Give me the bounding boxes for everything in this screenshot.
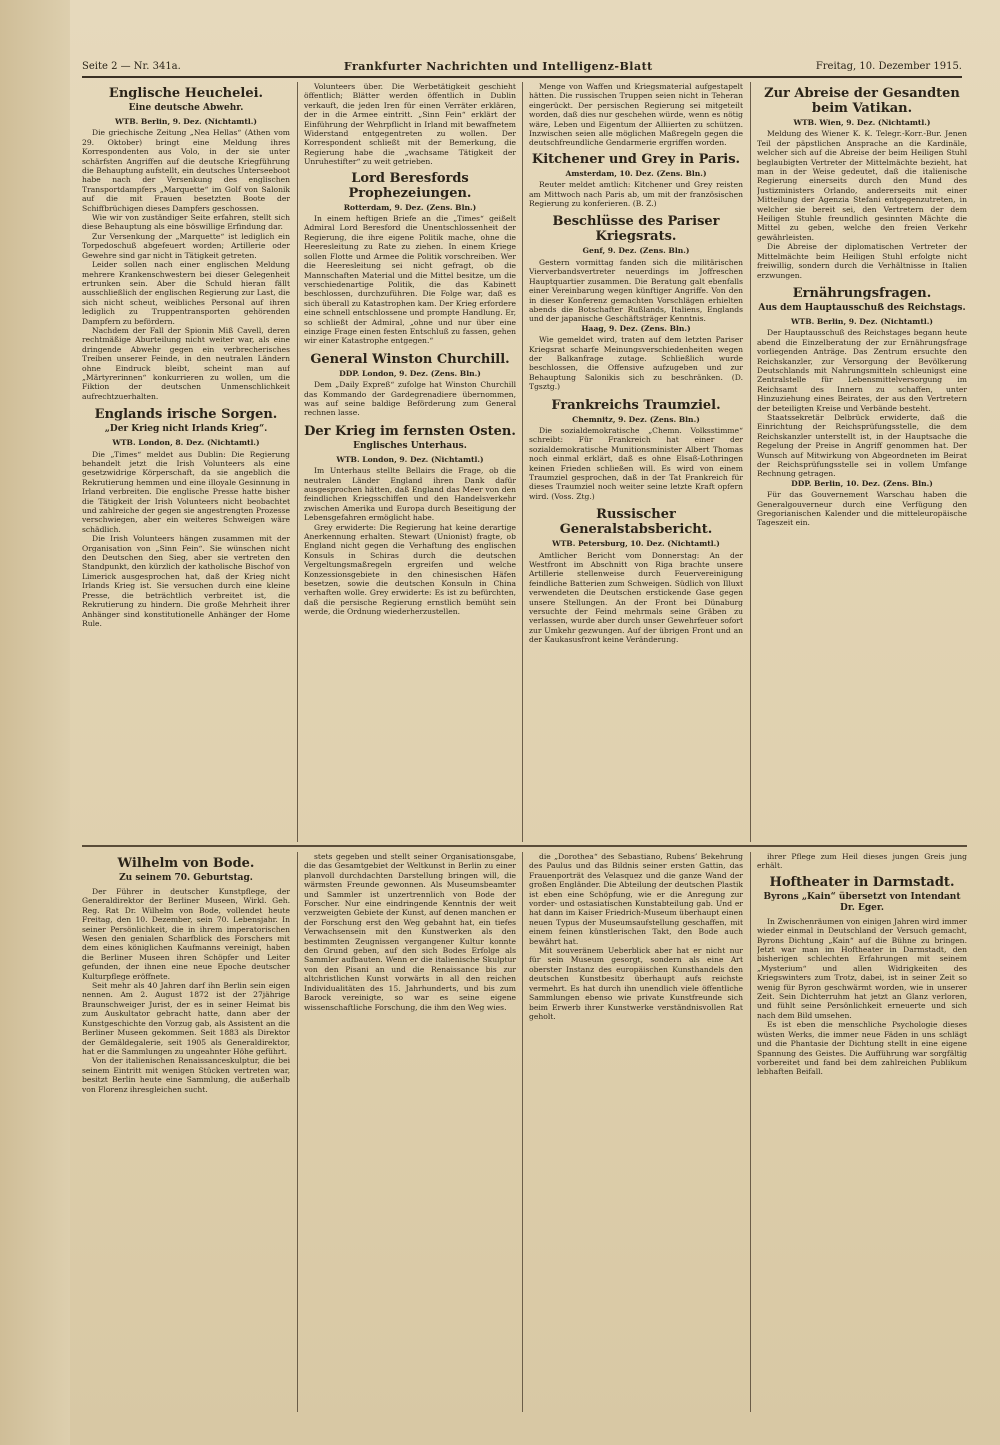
subheadline: „Der Krieg nicht Irlands Krieg“. xyxy=(104,424,268,435)
paragraph: Wie gemeldet wird, traten auf dem letzten Pariser Kriegsrat scharfe Meinungsverschiedenheiten wegen der Balkanfrage zutage. Schließlich wurde beschlossen, die Offensive aufzugeben und zur Behauptung Salonikis sich zu beschränken. (D. Tgsztg.) xyxy=(529,335,743,392)
article-lord-beresford xyxy=(304,171,516,346)
article-churchill xyxy=(304,352,516,418)
paragraph: Die sozialdemokratische „Chemn. Volksstimme“ schreibt: Für Frankreich hat einer der sozialdemokratische Munitionsminister Albert Thomas noch einmal erklärt, daß es ohne Elsaß-Lothringen keinen Frieden schließen will. Es wird von einem Traumziel gesprochen, daß in der Tat Frankreich für dieses Traumziel noch weiter seine letzte Kraft opfern wird. (Voss. Ztg.) xyxy=(529,425,743,501)
article-kitchener-grey xyxy=(529,152,743,209)
dateline: Rotterdam, 9. Dez. (Zens. Bln.) xyxy=(343,202,477,212)
dateline: WTB. Berlin, 9. Dez. (Nichtamtl.) xyxy=(115,117,257,126)
dateline: DDP. London, 9. Dez. (Zens. Bln.) xyxy=(339,368,481,378)
subheadline: Aus dem Hauptausschuß des Reichstags. xyxy=(758,302,966,313)
headline: Kitchener und Grey in Paris. xyxy=(531,151,741,167)
paragraph: Gestern vormittag fanden sich die militärischen Vierverbandsvertreter neuerdings im Joffreschen Hauptquartier zusammen. Die Beratung galt ebenfalls einer Vereinbarung wegen künftiger Angriffe. Von den in dieser Konferenz gemachten Vorschlägen erhielten abends die Botschafter Rußlands, Italiens, Englands und der japanische Geschäftsträger Kenntnis. xyxy=(529,257,743,324)
paragraph: Meldung des Wiener K. K. Telegr.-Korr.-Bur. Jenen Teil der päpstlichen Ansprache an die Kardinäle, welcher sich auf die Abreise der beim Heiligen Stuhl beglaubigten Vertreter der Mittelmächte bezieht, hat man in der Weise gedeutet, daß die italienische Regierung einerseits durch den Mund des Justizministers Orlando, andererseits mit einer Mitteilung der Agenzia Stefani entgegenzutreten, in welcher sie bereit sei, den Vertretern der dem Heiligen Stuhle freundlich gesinnten Mächte die Mittel zu geben, welche den freien Verkehr gewährleisten. xyxy=(757,129,967,242)
column-1 xyxy=(82,82,290,840)
paragraph: Im Unterhaus stellte Bellairs die Frage, ob die neutralen Länder England ihren Dank dafür ausgesprochen hätten, daß England das Meer von den feindlichen Kriegsschiffen und den Handelsverkehr zwischen Amerika und Europa durch Beseitigung der Lebensgefahren ermöglicht habe. xyxy=(304,466,516,523)
paragraph: die „Dorothea“ des Sebastiano, Rubens’ Bekehrung des Paulus und das Bildnis seiner ersten Gattin, das Frauenporträt des Velasquez und die ganze Wand der großen Engländer. Die Abteilung der deutschen Plastik ist eben eine Schöpfung, wie er die Anregung zur vorder- und ostasiatischen Kunstabteilung gab. Und er hat dann im Kaiser Friedrich-Museum überhaupt einen neuen Typus der Museumsaufstellung geschaffen, mit einem feinen künstlerischen Takt, den Bode auch bewährt hat. xyxy=(529,852,743,946)
article-hoftheater-darmstadt xyxy=(757,875,967,1077)
dateline: WTB. London, 9. Dez. (Nichtamtl.) xyxy=(336,454,484,464)
paragraph: Staatssekretär Delbrück erwiderte, daß die Einrichtung der Reichsprüfungsstelle, die dem Reichskanzler unterstellt ist, in der Hauptsache die Regelung der Preise in Angriff genommen hat. Der Wunsch auf Mitwirkung von Abgeordneten im Beirat der Reichsprüfungsstelle sei in vollem Umfange Rechnung getragen. xyxy=(757,412,967,479)
dateline: Haag, 9. Dez. (Zens. Bln.) xyxy=(581,323,691,333)
headline: Ernährungsfragen. xyxy=(792,285,932,301)
column-4 xyxy=(757,82,967,840)
article-russischer-generalstabsbericht xyxy=(529,507,743,644)
masthead-title: Frankfurter Nachrichten und Intelligenz-Blatt xyxy=(343,59,653,73)
subheadline: Eine deutsche Abwehr. xyxy=(128,103,244,113)
lower-column-2 xyxy=(304,852,516,1412)
headline: Frankreichs Traumziel. xyxy=(551,397,721,413)
column-2 xyxy=(304,82,516,840)
dateline: WTB. London, 8. Dez. (Nichtamtl.) xyxy=(112,438,260,448)
paragraph: Die griechische Zeitung „Nea Hellas“ (Athen vom 29. Oktober) bringt eine Meldung ihres Korrespondenten aus Volo, in der sie unter schärfsten Angriffen auf die deutsche Kriegführung die Behauptung aufstellt, ein deutsches Unterseeboot habe nach der Versenkung des englischen Transportdampfers „Marquette“ im Golf von Salonik auf die mit Frauen besetzten Boote der Schiffbrüchigen dieses Dampfers geschossen. xyxy=(82,128,290,213)
paragraph: Die Irish Volunteers hängen zusammen mit der Organisation von „Sinn Fein“. Sie wünschen nicht den Deutschen den Sieg, aber sie vertreten den Standpunkt, den kürzlich der katholische Bischof von Limerick ausgesprochen hat, daß der Krieg nicht Irlands Krieg ist. Sie versuchen durch eine kleine Presse, die beträchtlich verbreitet ist, die Rekrutierung zu hindern. Die große Mehrheit ihrer Anhänger sind konstitutionelle Anhänger der Home Rule. xyxy=(82,534,290,628)
paragraph: Menge von Waffen und Kriegsmaterial aufgestapelt hätten. Die russischen Truppen seien nicht in Teheran eingerückt. Der persischen Regierung sei mitgeteilt worden, daß dies nur geschehen würde, wenn es nötig wäre, Leben und Eigentum der Alliierten zu schützen. Inzwischen seien alle möglichen Maßregeln gegen die deutschfreundliche Gendarmerie ergriffen worden. xyxy=(529,82,743,148)
paragraph: Die Abreise der diplomatischen Vertreter der Mittelmächte beim Heiligen Stuhl erfolgte nicht freiwillig, sondern durch die Verhältnisse in Italien erzwungen. xyxy=(757,242,967,280)
dateline: WTB. Berlin, 9. Dez. (Nichtamtl.) xyxy=(791,316,933,326)
masthead-page-number: Seite 2 — Nr. 341a. xyxy=(82,60,181,72)
paragraph: Es ist eben die menschliche Psychologie dieses wüsten Werks, die immer neue Fäden in uns schlägt und die Phantasie der Dichtung stellt in eine eigene Spannung des Geistes. Die Aufführung war sorgfältig vorbereitet und fand bei dem zahlreichen Publikum lebhaften Beifall. xyxy=(757,1020,967,1077)
dateline: Genf, 9. Dez. (Zens. Bln.) xyxy=(582,246,690,256)
headline: Wilhelm von Bode. xyxy=(117,856,255,871)
paragraph: Volunteers über. Die Werbetätigkeit geschieht öffentlich; Blätter werden öffentlich in Dublin verkauft, die jeden Iren für einen Verräter erklären, der in die Armee eintritt. „Sinn Fein“ erklärt der Einführung der Wehrpflicht in Irland mit bewaffnetem Widerstand entgegentreten zu wollen. Der Korrespondent schließt mit der Bemerkung, die Regierung habe die „wachsame Tätigkeit der Unruhestifter“ zu weit getrieben. xyxy=(304,82,516,167)
page-edge xyxy=(0,0,70,1445)
paragraph: Für das Gouvernement Warschau haben die Generalgouverneur durch eine Verfügung den Gregorianischen Kalender und die mitteleuropäische Tageszeit ein. xyxy=(757,490,967,528)
headline: Lord Beresfords Prophezeiungen. xyxy=(348,170,472,201)
paragraph: Dem „Daily Expreß“ zufolge hat Winston Churchill das Kommando der Gardegrenadiere übernommen, was auf seine baldige Beförderung zum General rechnen lasse. xyxy=(304,380,516,418)
dateline: Chemnitz, 9. Dez. (Zens. Bln.) xyxy=(572,414,700,424)
article-vatikan xyxy=(757,86,967,280)
column-3 xyxy=(529,82,743,840)
subheadline: Zu seinem 70. Geburtstag. xyxy=(119,873,253,883)
paragraph: stets gegeben und stellt seiner Organisationsgabe, die das Gesamtgebiet der Weltkunst in Berlin zu einer planvoll durchdachten Darstellung bringen will, die wärmsten Freunde gewonnen. Als Museumsbeamter und Sammler ist unzertrennlich von Bode der Forscher. Nur eine eindringende Kenntnis der weit verzweigten Gebiete der Kunst, auf denen manchen er der Forschung erst den Weg gebahnt hat, ein tiefes Verwachsensein mit den Kunstwerken als den bestimmten Zeugnissen vergangener Kultur konnte den Grund geben, auf den sich Bodes Erfolge als Sammler aufbauten. Wenn er die italienische Skulptur von den Pisani an und die Renaissance bis zur altchristlichen Kunst vorwärts in all den reichen Individualitäten des 15. Jahrhunderts, und bis zum Barock vereinigte, so war es seine eigene wissenschaftliche Forschung, die ihm den Weg wies. xyxy=(304,852,516,1012)
article-ernaehrungsfragen xyxy=(757,286,967,528)
headline: Russischer Generalstabsbericht. xyxy=(559,507,713,538)
headline: Beschlüsse des Pariser Kriegsrats. xyxy=(552,214,720,245)
paragraph: Leider sollen nach einer englischen Meldung mehrere Krankenschwestern bei dieser Gelegenheit ertrunken sein. Aber die Schuld hieran fällt ausschließlich der englischen Regierung zur Last, die sich nicht scheut, weibliches Personal auf ihren lediglich zu Truppentransporten gehörenden Dampfern zu befördern. xyxy=(82,260,290,326)
article-englands-irische-sorgen xyxy=(82,407,290,628)
article-englische-heuchelei xyxy=(82,86,290,401)
column-rule xyxy=(522,852,523,1412)
paragraph: Die „Times“ meldet aus Dublin: Die Regierung behandelt jetzt die Irish Volunteers als eine gesetzwidrige Körperschaft, da sie angeblich die Rekrutierung hemmen und eine illoyale Gesinnung in Irland verbreiten. Die englische Presse hatte bisher die Tätigkeit der Irish Volunteers nicht beobachtet und zahlreiche der gegen sie angestrengten Prozesse verschwiegen, aber ein weiteres Schweigen wäre schädlich. xyxy=(82,449,290,534)
column-rule xyxy=(297,82,298,842)
section-divider xyxy=(82,845,967,847)
headline: Hoftheater in Darmstadt. xyxy=(769,874,955,890)
paragraph: In einem heftigen Briefe an die „Times“ geißelt Admiral Lord Beresford die Unentschlossenheit der Regierung, die ihre eigene Politik mache, ohne die Heeresleitung zu Rate zu ziehen. In einem Kriege sollen Flotte und Armee die Politik vorschreiben. Wer die Heeresleitung sei nicht gefragt, ob die Mannschaften Material und die Mittel besitze, um die verschiedenartige Politik, die das Kabinett beschlossen, durchzuführen. Die Folge war, daß es sich überall zu Katastrophen kam. Der Krieg erfordere eine schnell entschlossene und prompte Handlung. Er, so schließt der Admiral, „ohne und nur über eine einzige Frage einen festen Entschluß zu fassen, gehen wir einer Katastrophe entgegen.“ xyxy=(304,214,516,346)
paragraph: Grey erwiderte: Die Regierung hat keine derartige Anerkennung erhalten. Stewart (Unionist) fragte, ob England nicht gegen die Verhaftung des englischen Konsuls in Schiras durch die deutschen Vergeltungsmaßregeln ergreifen und welche Konzessionsgebiete in den chinesischen Häfen besetzen, sowie die deutschen Konsuln in China verhaften wolle. Grey erwiderte: Es ist zu befürchten, daß die persische Regierung ernstlich bemüht sein werde, die Ordnung wiederherzustellen. xyxy=(304,522,516,617)
column-rule xyxy=(750,82,751,842)
subheadline: Englisches Unterhaus. xyxy=(353,440,467,451)
paragraph: Der Führer in deutscher Kunstpflege, der Generaldirektor der Berliner Museen, Wirkl. Geh. Reg. Rat Dr. Wilhelm von Bode, vollendet heute Freitag, den 10. Dezember, sein 70. Lebensjahr. In seiner Persönlichkeit, die in ihrem imperatorischen Wesen den genialen Scharfblick des Forschers mit dem eines königlichen Kaufmanns vereinigt, haben die Berliner Museen ihren Schöpfer und Leiter gefunden, der ihnen eine neue Epoche deutscher Kulturpflege eröffnete. xyxy=(82,887,290,981)
dateline: WTB. Petersburg, 10. Dez. (Nichtamtl.) xyxy=(552,539,720,549)
headline: Zur Abreise der Gesandten beim Vatikan. xyxy=(764,86,960,116)
lower-column-4 xyxy=(757,852,967,1412)
lower-column-3 xyxy=(529,852,743,1412)
paragraph: Seit mehr als 40 Jahren darf ihn Berlin sein eigen nennen. Am 2. August 1872 ist der 27jährige Braunschweiger Jurist, der es in seiner Heimat bis zum Auskultator gebracht hatte, dann aber der Kunstgeschichte den Vorzug gab, als Assistent an die Berliner Museen gekommen. Seit 1883 als Direktor der Gemäldegalerie, seit 1905 als Generaldirektor, hat er die Sammlungen zu ungeahnter Höhe geführt. xyxy=(82,981,290,1056)
paragraph: Wie wir von zuständiger Seite erfahren, stellt sich diese Behauptung als eine böswillige Erfindung dar. xyxy=(82,213,290,232)
article-frankreichs-traumziel xyxy=(529,398,743,502)
article-pariser-kriegsrat xyxy=(529,214,743,391)
paragraph: Amtlicher Bericht vom Donnerstag: An der Westfront im Abschnitt von Riga brachte unsere Artillerie stellenweise durch Feuervereinigung feindliche Batterien zum Schweigen. Südlich von Illuxt verwendeten die Deutschen erstickende Gase gegen unsere Stellungen. An der Front bei Dünaburg versuchte der Feind mehrmals seine Gräben zu verlassen, wurde aber durch unser Gewehrfeuer sofort zur Umkehr gezwungen. Auf der übrigen Front und an der Kaukasusfront keine Veränderung. xyxy=(529,550,743,645)
dateline: WTB. Wien, 9. Dez. (Nichtamtl.) xyxy=(793,118,931,127)
headline: Englands irische Sorgen. xyxy=(94,407,278,423)
headline: Der Krieg im fernsten Osten. xyxy=(304,423,516,439)
paragraph: In Zwischenräumen von einigen Jahren wird immer wieder einmal in Deutschland der Versuch gemacht, Byrons Dichtung „Kain“ auf die Bühne zu bringen. Jetzt war man im Hoftheater in Darmstadt, den bisherigen schlechten Erfahrungen mit seinem „Mysterium“ und allen Widrigkeiten des Kriegswinters zum Trotz, dabei, ist in seiner Zeit so wenig für Byron geschwärmt worden, wie in unserer Zeit. Sein Dichterruhm hat jetzt an Glanz verloren, und fühlt seine Persönlichkeit erneuerte und sich nach dem Bild umsehen. xyxy=(757,916,967,1020)
article-wilhelm-von-bode xyxy=(82,856,290,1094)
masthead xyxy=(82,56,962,78)
paragraph: Reuter meldet amtlich: Kitchener und Grey reisten am Mittwoch nach Paris ab, um mit der französischen Regierung zu konferieren. (B. Z.) xyxy=(529,180,743,209)
headline: Englische Heuchelei. xyxy=(108,86,264,101)
column-rule xyxy=(522,82,523,842)
column-rule xyxy=(297,852,298,1412)
headline: General Winston Churchill. xyxy=(310,351,510,367)
paragraph: Zur Versenkung der „Marquette“ ist lediglich ein Torpedoschuß abgefeuert worden; Artillerie oder Gewehre sind gar nicht in Tätigkeit getreten. xyxy=(82,231,290,260)
paragraph: Von der italienischen Renaissanceskulptur, die bei seinem Eintritt mit wenigen Stücken vertreten war, besitzt Berlin heute eine Sammlung, die außerhalb von Florenz ihresgleichen sucht. xyxy=(82,1056,290,1094)
paragraph: Nachdem der Fall der Spionin Miß Cavell, deren rechtmäßige Aburteilung nicht weiter war, als eine dringende Abwehr gegen ein verbrecherisches Treiben unserer Feinde, in den neutralen Ländern ohne Eindruck bleibt, scheint man auf „Märtyrerinnen“ konkurrieren zu wollen, um die Fiktion der deutschen Unmenschlichkeit aufrechtzuerhalten. xyxy=(82,325,290,401)
masthead-date: Freitag, 10. Dezember 1915. xyxy=(815,60,962,72)
paragraph: ihrer Pflege zum Heil dieses jungen Greis jung erhält. xyxy=(757,852,967,871)
lower-column-1 xyxy=(82,852,290,1412)
paragraph: Der Hauptausschuß des Reichstages begann heute abend die Einzelberatung der zur Ernährungsfrage vorliegenden Anträge. Das Zentrum ersuchte den Reichskanzler, zur Versorgung der Bevölkerung Deutschlands mit Nahrungsmitteln schleunigst eine Zentralstelle für Lebensmittelversorgung im Reichsamt des Innern zu schaffen, unter Hinzuziehung eines Beirates, der aus den Vertretern der beteiligten Kreise und Verbände besteht. xyxy=(757,328,967,413)
dateline: DDP. Berlin, 10. Dez. (Zens. Bln.) xyxy=(791,478,933,488)
dateline: Amsterdam, 10. Dez. (Zens. Bln.) xyxy=(565,168,707,178)
article-krieg-im-fernsten-osten xyxy=(304,424,516,617)
column-rule xyxy=(750,852,751,1412)
paragraph: Mit souveränem Ueberblick aber hat er nicht nur für sein Museum gesorgt, sondern als eine Art oberster Instanz des europäischen Kunsthandels den deutschen Kunstbesitz überhaupt aufs reichste vermehrt. Es hat durch ihn unendlich viele öffentliche Sammlungen ebenso wie private Kunstfreunde sich beim Erwerb ihrer Kunstwerke verständnisvollen Rat geholt. xyxy=(529,946,743,1021)
subheadline: Byrons „Kain“ übersetzt von Intendant Dr. Eger. xyxy=(763,891,961,913)
